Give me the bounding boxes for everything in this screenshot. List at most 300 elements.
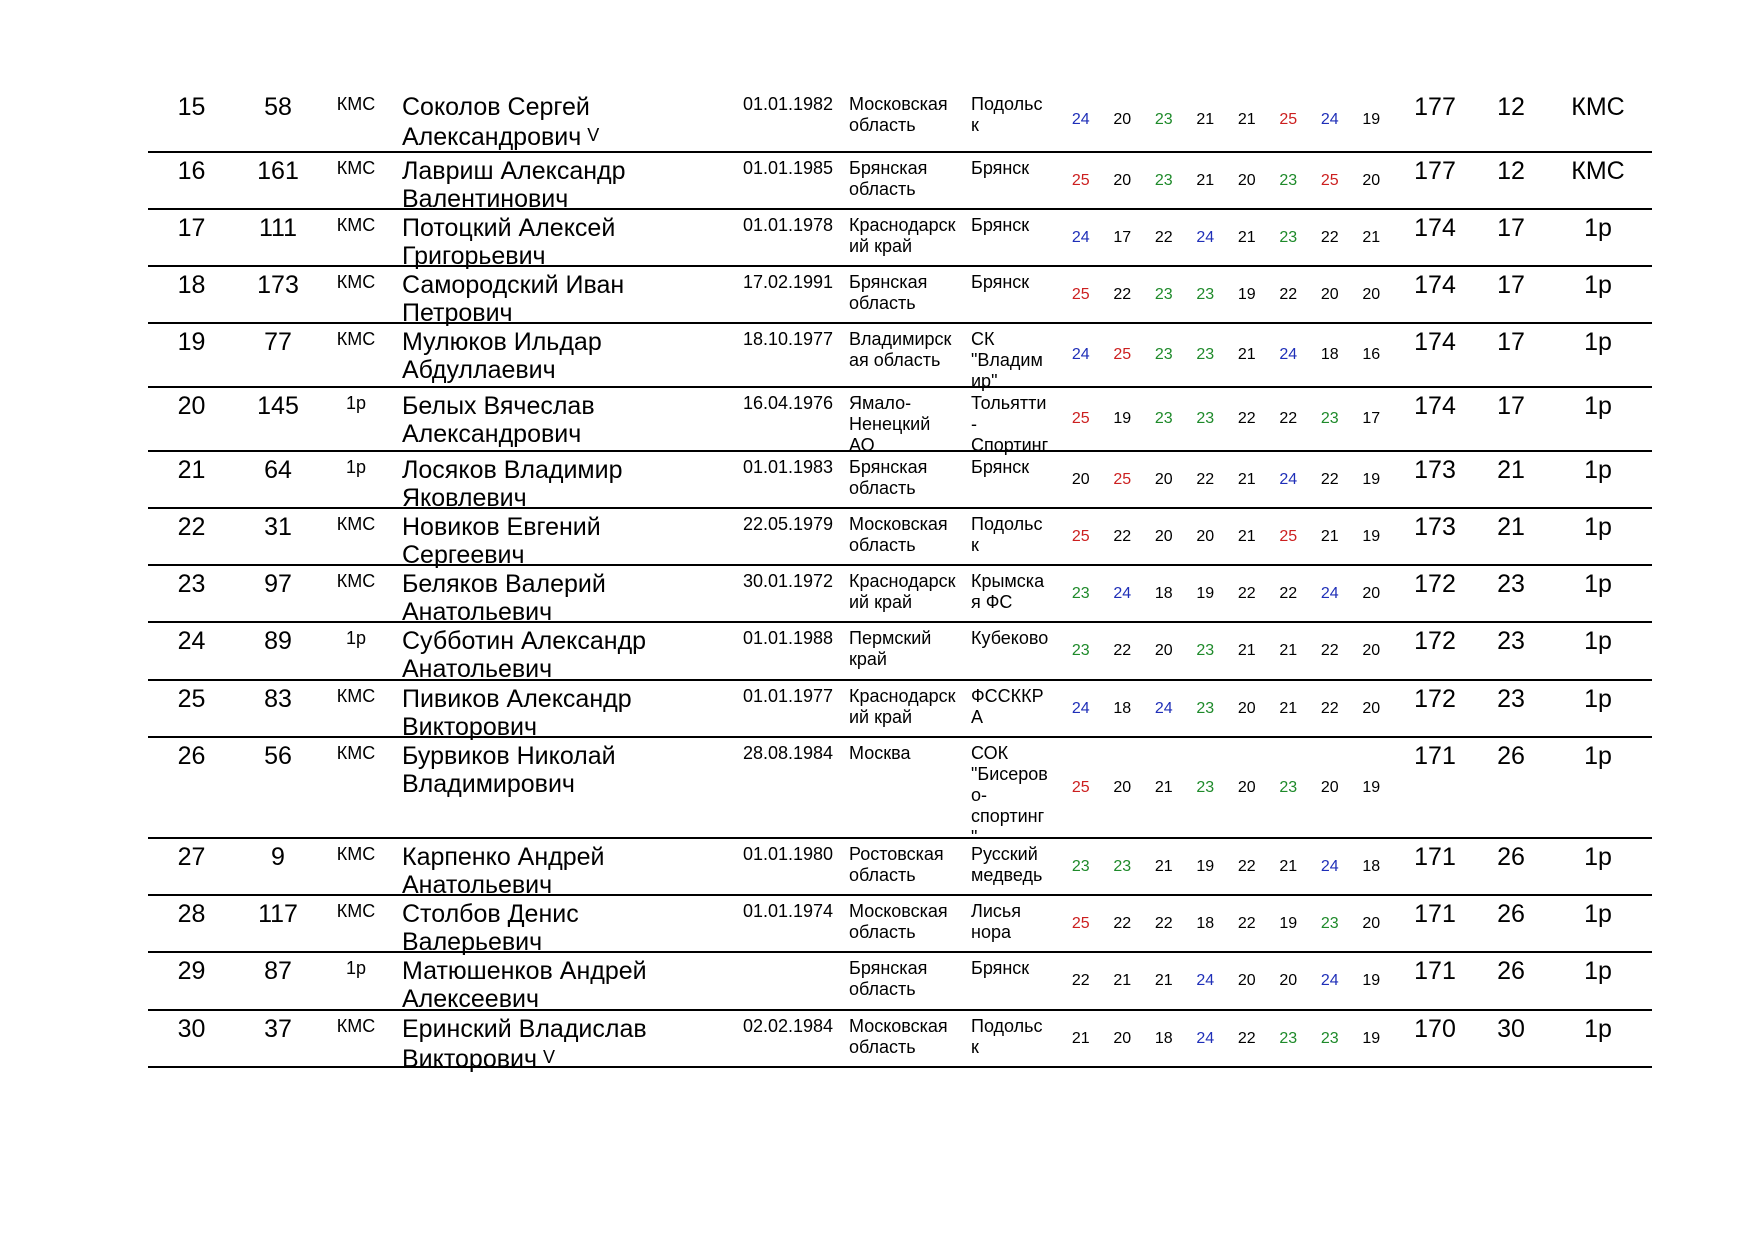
sport-rank-cell: КМС [336,215,376,235]
total-cell: 174 [1414,271,1456,299]
round-score: 23 [1196,642,1215,659]
round-score: 18 [1154,584,1173,602]
table-row [148,452,1652,512]
start-number-cell: 37 [264,1015,292,1043]
round-score: 22 [1113,642,1132,659]
result-place-cell: 26 [1497,900,1525,928]
round-score: 20 [1237,171,1256,189]
round-score: 23 [1196,778,1215,796]
table-row [148,509,1652,569]
start-number-cell: 87 [264,957,292,985]
round-score: 24 [1071,228,1090,246]
place-cell: 20 [177,392,206,420]
place-cell: 17 [177,214,206,242]
start-number-cell: 9 [271,843,285,871]
name-line: Еринский Владислав [402,1015,647,1043]
club-line: о- [971,785,988,805]
round-score: 20 [1113,778,1132,796]
region-line: Брянская [849,272,928,292]
round-score: 24 [1320,111,1339,128]
place-cell: 24 [177,627,206,655]
round-score: 21 [1279,857,1298,875]
total-cell: 170 [1414,1015,1456,1043]
round-score: 23 [1196,699,1215,717]
round-score: 20 [1320,778,1339,796]
club-line: Русский [971,844,1038,864]
region-line: ий край [849,236,913,256]
round-score: 22 [1071,972,1090,989]
round-score: 25 [1071,778,1090,796]
birth-date-cell: 28.08.1984 [742,743,834,763]
round-score: 23 [1279,778,1298,796]
round-score: 19 [1362,778,1381,796]
club-line: я ФС [971,592,1013,612]
athlete-name-cell [402,392,732,448]
name-line: Сергеевич [402,541,525,569]
round-score: 21 [1237,228,1256,246]
round-score: 23 [1071,584,1090,602]
round-score: 22 [1320,699,1339,717]
region-line: область [849,979,916,999]
athlete-name-cell [402,513,732,569]
athlete-name-cell [402,328,732,384]
round-score: 22 [1237,914,1256,932]
total-cell: 174 [1414,214,1456,242]
place-cell: 19 [177,328,206,356]
name-line: Владимирович [402,770,575,798]
region-cell [849,1016,969,1058]
result-place-cell: 30 [1497,1015,1525,1043]
round-score: 19 [1279,914,1298,932]
round-score: 23 [1279,1029,1298,1047]
birth-date-cell: 01.01.1974 [742,901,834,921]
place-cell: 29 [177,957,206,985]
round-score: 19 [1237,285,1256,303]
start-number-cell: 64 [264,456,292,484]
club-line: Спортинг [971,435,1049,455]
athlete-name-cell [402,271,732,327]
start-number-cell: 89 [264,627,292,655]
round-score: 19 [1362,527,1381,545]
round-score: 20 [1113,111,1132,128]
total-cell: 171 [1414,742,1456,770]
start-number-cell: 83 [264,685,292,713]
round-score: 25 [1320,171,1339,189]
club-line: Лисья [971,901,1021,921]
start-number-cell: 117 [258,900,298,928]
round-score: 22 [1320,470,1339,488]
round-scores [1060,509,1392,564]
sport-rank-cell: КМС [336,272,376,292]
table-row [148,623,1652,681]
results-table [148,89,1652,1073]
round-score: 20 [1237,699,1256,717]
category-cell: 1р [1584,843,1612,871]
club-line: Брянск [971,958,1030,978]
region-cell [849,272,969,314]
round-score: 21 [1113,972,1132,989]
round-score: 20 [1362,171,1381,189]
region-line: АО [849,435,875,455]
round-score: 18 [1362,857,1381,875]
region-line: область [849,865,916,885]
round-score: 24 [1279,346,1298,363]
club-line: - [971,414,977,434]
round-score: 23 [1154,111,1173,128]
round-score: 17 [1362,410,1381,427]
veteran-mark: V [587,125,600,145]
round-score: 22 [1196,470,1215,488]
athlete-name-cell [402,843,732,899]
round-score: 22 [1237,584,1256,602]
name-line [402,121,732,151]
round-score: 19 [1196,584,1215,602]
category-cell: 1р [1584,685,1612,713]
region-cell [849,686,969,728]
athlete-name-cell [402,456,732,512]
club-cell [971,158,1059,179]
start-number-cell: 161 [257,157,299,185]
result-place-cell: 17 [1497,328,1525,356]
round-score: 23 [1320,914,1339,932]
round-score: 20 [1154,527,1173,545]
round-score: 21 [1279,699,1298,717]
sport-rank-cell: 1р [345,393,367,413]
round-score: 23 [1320,1029,1339,1047]
region-line: Брянская [849,158,928,178]
round-score: 24 [1279,470,1298,488]
name-line: Новиков Евгений [402,513,601,541]
round-score: 21 [1196,111,1215,128]
name-line: Яковлевич [402,484,527,512]
name-line: Валерьевич [402,928,543,956]
region-cell [849,628,969,670]
region-line: Ненецкий [849,414,931,434]
round-score: 20 [1237,972,1256,989]
name-line: Бурвиков Николай [402,742,616,770]
athlete-name-cell [402,157,732,213]
birth-date-cell: 02.02.1984 [742,1016,834,1036]
region-line: область [849,535,916,555]
round-scores [1060,681,1392,736]
club-cell [971,901,1059,943]
round-score: 22 [1320,642,1339,659]
category-cell: 1р [1584,900,1612,928]
club-line: "Владим [971,350,1043,370]
region-line: ий край [849,707,913,727]
round-score: 20 [1154,470,1173,488]
region-line: Брянская [849,457,928,477]
round-score: 23 [1154,410,1173,427]
round-score: 20 [1196,527,1215,545]
result-place-cell: 12 [1497,93,1525,121]
round-score: 22 [1320,228,1339,246]
category-cell: 1р [1584,957,1612,985]
athlete-name-cell [402,570,732,626]
place-cell: 21 [177,456,206,484]
category-cell: КМС [1571,157,1625,185]
round-score: 20 [1362,699,1381,717]
round-scores [1060,452,1392,507]
name-line: Потоцкий Алексей [402,214,616,242]
athlete-name-cell [402,900,732,956]
total-cell: 177 [1414,93,1456,121]
round-score: 23 [1154,171,1173,189]
round-score: 23 [1279,228,1298,246]
sport-rank-cell: КМС [336,158,376,178]
name-line: Петрович [402,299,513,327]
region-line: область [849,293,916,313]
round-scores [1060,89,1392,151]
result-place-cell: 21 [1497,513,1525,541]
club-line: Подольс [971,1016,1043,1036]
round-score: 21 [1237,470,1256,488]
result-place-cell: 26 [1497,742,1525,770]
round-score: 19 [1113,410,1132,427]
club-cell [971,958,1059,979]
total-cell: 172 [1414,570,1456,598]
name-line: Лавриш Александр [402,157,626,185]
place-cell: 22 [177,513,206,541]
name-line: Валентинович [402,185,569,213]
total-cell: 174 [1414,328,1456,356]
round-scores [1060,623,1392,679]
round-score: 23 [1196,346,1215,363]
athlete-name-cell [402,957,732,1013]
category-cell: 1р [1584,214,1612,242]
round-score: 23 [1154,346,1173,363]
round-score: 22 [1154,914,1173,932]
birth-date-cell: 16.04.1976 [742,393,834,413]
result-place-cell: 12 [1497,157,1525,185]
round-score: 22 [1113,285,1132,303]
sport-rank-cell: КМС [336,514,376,534]
round-scores [1060,953,1392,1009]
name-line: Лосяков Владимир [402,456,623,484]
place-cell: 27 [177,843,206,871]
birth-date-cell: 22.05.1979 [742,514,834,534]
round-scores [1060,388,1392,450]
table-row [148,324,1652,391]
table-row [148,953,1652,1011]
round-score: 20 [1237,778,1256,796]
region-cell [849,215,969,257]
name-line: Субботин Александр [402,627,647,655]
club-cell [971,628,1059,649]
round-scores [1060,738,1392,837]
region-line: Московская [849,514,948,534]
name-line: Григорьевич [402,242,546,270]
round-score: 25 [1279,527,1298,545]
table-row [148,896,1652,956]
name-line: Алексеевич [402,985,539,1013]
round-scores [1060,324,1392,386]
name-line: Беляков Валерий [402,570,606,598]
region-line: область [849,179,916,199]
round-score: 19 [1362,111,1381,128]
birth-date-cell: 01.01.1977 [742,686,834,706]
name-line: Пивиков Александр [402,685,632,713]
round-score: 22 [1237,410,1256,427]
place-cell: 16 [177,157,206,185]
total-cell: 173 [1414,456,1456,484]
round-score: 18 [1154,1029,1173,1047]
start-number-cell: 111 [258,214,297,242]
start-number-cell: 173 [257,271,299,299]
result-place-cell: 17 [1497,271,1525,299]
round-score: 19 [1362,470,1381,488]
place-cell: 30 [177,1015,206,1043]
region-line: область [849,1037,916,1057]
result-place-cell: 26 [1497,957,1525,985]
category-cell: 1р [1584,513,1612,541]
athlete-name-cell [402,214,732,270]
round-score: 22 [1113,914,1132,932]
round-score: 21 [1320,527,1339,545]
name-text: Викторович [402,1045,538,1073]
round-score: 22 [1279,584,1298,602]
region-line: Московская [849,94,948,114]
round-score: 21 [1154,857,1173,875]
athlete-name-cell [402,627,732,683]
round-score: 24 [1196,1029,1215,1047]
round-score: 21 [1237,527,1256,545]
result-place-cell: 23 [1497,570,1525,598]
round-score: 17 [1113,228,1132,246]
round-score: 21 [1154,778,1173,796]
name-text: Александрович [402,123,582,151]
region-line: Краснодарск [849,215,956,235]
club-line: ФССККР [971,686,1044,706]
region-line: область [849,478,916,498]
region-cell [849,514,969,556]
region-line: Владимирск [849,329,952,349]
total-cell: 173 [1414,513,1456,541]
athlete-name-cell [402,93,732,151]
total-cell: 171 [1414,900,1456,928]
round-score: 23 [1113,857,1132,875]
round-score: 21 [1196,171,1215,189]
round-score: 23 [1196,285,1215,303]
round-score: 20 [1362,642,1381,659]
round-score: 23 [1279,171,1298,189]
club-cell [971,514,1059,556]
round-score: 21 [1237,111,1256,128]
table-row [148,89,1652,153]
name-line: Соколов Сергей [402,93,590,121]
round-score: 22 [1279,410,1298,427]
round-score: 19 [1362,972,1381,989]
name-line: Карпенко Андрей [402,843,605,871]
table-row [148,267,1652,327]
name-line: Столбов Денис [402,900,579,928]
region-line: ая область [849,350,941,370]
club-cell [971,215,1059,236]
region-line: Брянская [849,958,928,978]
sport-rank-cell: 1р [345,958,367,978]
birth-date-cell: 17.02.1991 [742,272,834,292]
region-cell [849,457,969,499]
round-score: 24 [1071,699,1090,717]
club-line: СК [971,329,995,349]
birth-date-cell: 01.01.1980 [742,844,834,864]
club-cell [971,94,1059,136]
result-place-cell: 17 [1497,392,1525,420]
club-cell [971,743,1059,848]
name-line: Анатольевич [402,871,553,899]
table-row [148,1011,1652,1073]
region-cell [849,958,969,1000]
round-score: 21 [1237,346,1256,363]
table-row [148,153,1652,213]
region-line: Пермский [849,628,932,648]
round-score: 23 [1320,410,1339,427]
club-line: к [971,115,979,135]
category-cell: 1р [1584,456,1612,484]
table-row [148,566,1652,626]
club-line: Тольятти [971,393,1047,413]
club-cell [971,329,1059,392]
category-cell: 1р [1584,1015,1612,1043]
round-scores [1060,153,1392,208]
round-score: 22 [1279,285,1298,303]
place-cell: 28 [177,900,206,928]
round-score: 25 [1071,410,1090,427]
table-row [148,738,1652,847]
start-number-cell: 58 [264,93,292,121]
region-cell [849,571,969,613]
region-line: Ростовская [849,844,944,864]
round-score: 22 [1237,857,1256,875]
round-score: 22 [1237,1029,1256,1047]
place-cell: 26 [177,742,206,770]
place-cell: 25 [177,685,206,713]
region-cell [849,329,969,371]
round-score: 21 [1279,642,1298,659]
round-score: 20 [1362,584,1381,602]
club-line: Кубеково [971,628,1049,648]
round-score: 25 [1279,111,1298,128]
round-scores [1060,839,1392,894]
region-line: Ямало- [849,393,912,413]
club-cell [971,1016,1059,1058]
club-line: ир" [971,371,998,391]
start-number-cell: 56 [264,742,292,770]
category-cell: КМС [1571,93,1625,121]
round-score: 25 [1113,346,1132,363]
club-cell [971,272,1059,293]
region-line: Московская [849,901,948,921]
club-line: Брянск [971,272,1030,292]
round-score: 20 [1113,1029,1132,1047]
name-line: Викторович [402,713,538,741]
veteran-mark: V [543,1047,556,1067]
result-place-cell: 17 [1497,214,1525,242]
round-scores [1060,210,1392,265]
region-line: Московская [849,1016,948,1036]
region-cell [849,901,969,943]
start-number-cell: 97 [264,570,292,598]
name-line: Белых Вячеслав [402,392,595,420]
name-line: Анатольевич [402,655,553,683]
club-line: СОК [971,743,1009,763]
name-line: Абдуллаевич [402,356,556,384]
birth-date-cell: 30.01.1972 [742,571,834,591]
start-number-cell: 77 [264,328,292,356]
region-line: область [849,922,916,942]
region-line: область [849,115,916,135]
round-score: 24 [1071,111,1090,128]
